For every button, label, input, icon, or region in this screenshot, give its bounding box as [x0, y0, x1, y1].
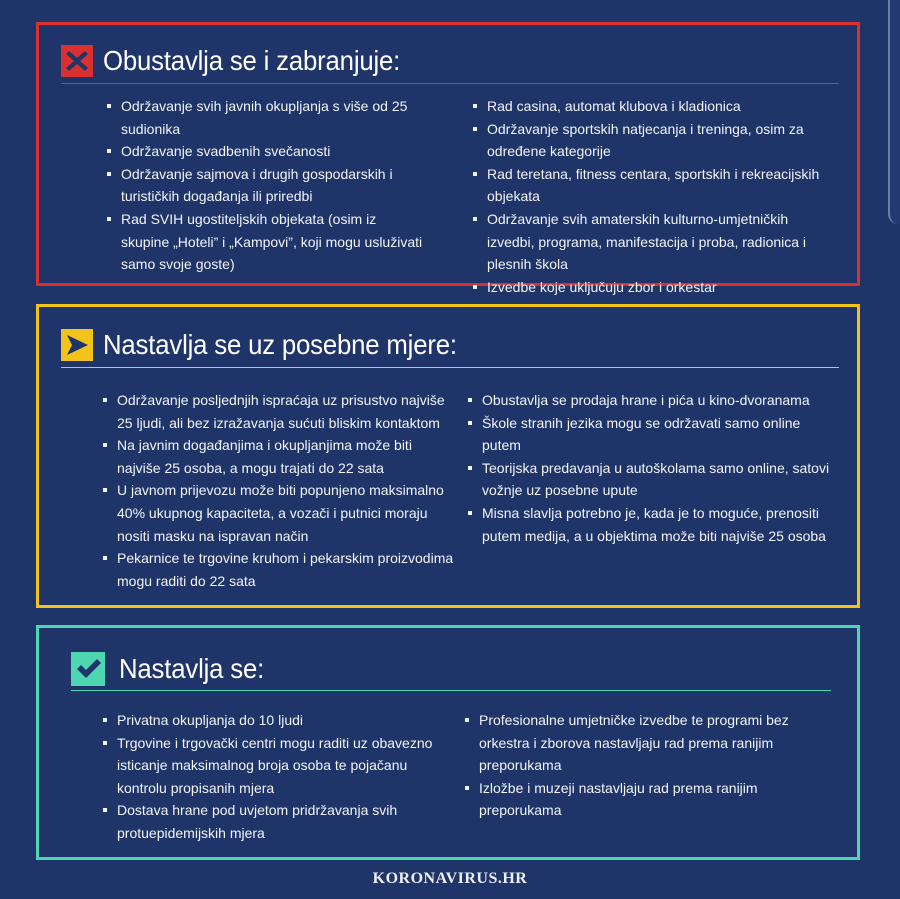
section-divider [71, 690, 831, 691]
special-measures-left-list [103, 389, 455, 592]
continues-panel [36, 625, 860, 860]
list-item: Rad SVIH ugostiteljskih objekata (osim iz skupine „Hoteli” i „Kampovi”, koji mogu usluživati samo svoje goste) [107, 208, 427, 276]
list-item: U javnom prijevozu može biti popunjeno maksimalno 40% ukupnog kapaciteta, a vozači i putnici moraju nositi masku na ispravan način [103, 479, 455, 547]
list-item: Održavanje sajmova i drugih gospodarskih i turističkih događanja ili priredbi [107, 163, 427, 208]
list-item: Profesionalne umjetničke izvedbe te programi bez orkestra i zborova nastavljaju rad prema ranijim preporukama [465, 709, 795, 777]
prohibited-right-list [473, 95, 829, 298]
list-item: Dostava hrane pod uvjetom pridržavanja svih protuepidemijskih mjera [103, 799, 443, 844]
special-measures-header [61, 329, 488, 361]
list-item: Izložbe i muzeji nastavljaju rad prema ranijim preporukama [465, 777, 795, 822]
yellow-arrow-icon [61, 329, 93, 361]
list-item: Izvedbe koje uključuju zbor i orkestar [473, 276, 829, 299]
list-item: Privatna okupljanja do 10 ljudi [103, 709, 443, 732]
footer-source: KORONAVIRUS.HR [372, 870, 528, 887]
list-item: Misna slavlja potrebno je, kada je to moguće, prenositi putem medija, a u objektima može biti najviše 25 osoba [468, 502, 838, 547]
list-item: Rad teretana, fitness centara, sportskih i rekreacijskih objekata [473, 163, 829, 208]
list-item: Teorijska predavanja u autoškolama samo online, satovi vožnje uz posebne upute [468, 457, 838, 502]
section-divider [61, 83, 839, 84]
prohibited-panel [36, 22, 860, 295]
list-item: Rad casina, automat klubova i kladionica [473, 95, 829, 118]
continues-header [71, 652, 277, 686]
list-item: Održavanje posljednjih ispraćaja uz prisustvo najviše 25 ljudi, ali bez izražavanja sućuti bliskim kontaktom [103, 389, 455, 434]
section-divider [61, 367, 839, 368]
list-item: Održavanje svih amaterskih kulturno-umjetničkih izvedbi, programa, manifestacija i proba, radionica i plesnih škola [473, 208, 829, 276]
special-measures-right-list [468, 389, 838, 547]
scrollbar[interactable] [888, 0, 900, 224]
list-item: Održavanje svadbenih svečanosti [107, 140, 427, 163]
list-item: Pekarnice te trgovine kruhom i pekarskim proizvodima mogu raditi do 22 sata [103, 547, 455, 592]
green-check-icon [71, 652, 105, 686]
list-item: Na javnim događanjima i okupljanjima može biti najviše 25 osoba, a mogu trajati do 22 sata [103, 434, 455, 479]
section-title: Nastavlja se uz posebne mjere: [103, 329, 457, 360]
list-item: Obustavlja se prodaja hrane i pića u kino-dvoranama [468, 389, 838, 412]
continues-left-list [103, 709, 443, 845]
prohibited-left-list [107, 95, 427, 276]
list-item: Održavanje svih javnih okupljanja s više od 25 sudionika [107, 95, 427, 140]
section-title: Obustavlja se i zabranjuje: [103, 45, 401, 76]
continues-right-list [465, 709, 795, 822]
list-item: Trgovine i trgovački centri mogu raditi uz obavezno isticanje maksimalnog broja osoba te pojačanu kontrolu propisanih mjera [103, 732, 443, 800]
list-item: Održavanje sportskih natjecanja i treninga, osim za određene kategorije [473, 118, 829, 163]
prohibited-header [61, 45, 426, 77]
section-title: Nastavlja se: [119, 653, 265, 684]
list-item: Škole stranih jezika mogu se održavati samo online putem [468, 412, 838, 457]
red-x-icon [61, 45, 93, 77]
special-measures-panel [36, 304, 860, 608]
